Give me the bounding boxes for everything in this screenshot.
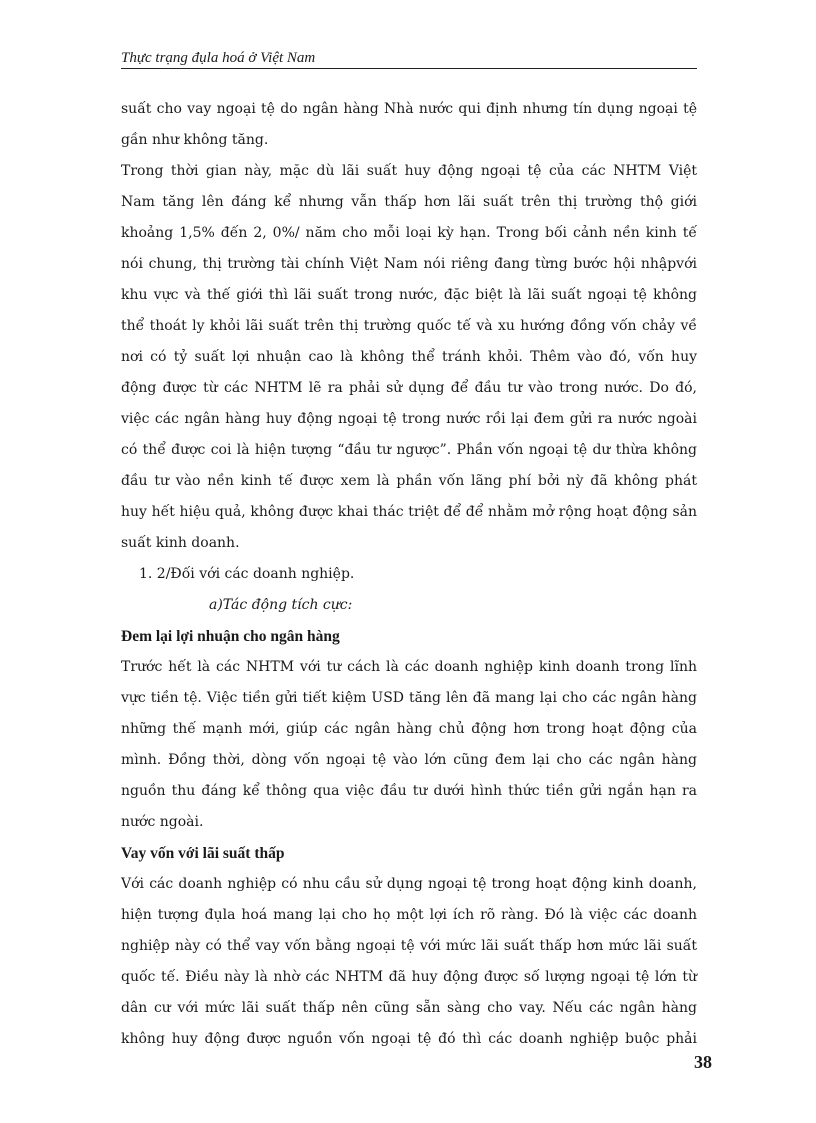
text-line: nguồn thu đáng kể thông qua việc đầu tư dưới hình thức tiền gửi ngắn hạn ra — [121, 783, 697, 799]
document-body — [121, 94, 697, 1055]
text-line: vực tiền tệ. Việc tiền gửi tiết kiệm USD tăng lên đã mang lại cho các ngân hàng — [121, 690, 697, 706]
text-line: nghiệp này có thể vay vốn bằng ngoại tệ với mức lãi suất thấp hơn mức lãi suất — [121, 938, 697, 954]
list-item: 1. 2/Đối với các doanh nghiệp. — [139, 566, 355, 582]
text-line: nơi có tỷ suất lợi nhuận cao là không thể tránh khỏi. Thêm vào đó, vốn huy — [121, 349, 697, 365]
page-number: 38 — [694, 1052, 712, 1072]
text-line: Với các doanh nghiệp có nhu cầu sử dụng ngoại tệ trong hoạt động kinh doanh, — [121, 876, 697, 892]
text-line: khu vực và thế giới thì lãi suất trong nước, đặc biệt là lãi suất ngoại tệ không — [121, 287, 697, 303]
page-header — [121, 48, 697, 69]
text-line: huy hết hiệu quả, không được khai thác triệt để để nhằm mở rộng hoạt động sản — [121, 504, 697, 520]
text-line: dân cư với mức lãi suất thấp nên cũng sẵn sàng cho vay. Nếu các ngân hàng — [121, 1000, 697, 1016]
text-line: Trước hết là các NHTM với tư cách là các doanh nghiệp kinh doanh trong lĩnh — [121, 659, 697, 675]
text-line: Nam tăng lên đáng kể nhưng vẫn thấp hơn lãi suất trên thị trường thộ giới — [121, 194, 697, 210]
subheading: a)Tác động tích cực: — [209, 597, 353, 613]
section-heading: Vay vốn với lãi suất thấp — [121, 845, 285, 862]
text-line: suất kinh doanh. — [121, 535, 240, 551]
text-line: đầu tư vào nền kinh tế được xem là phần vốn lãng phí bởi nỳ đã không phát — [121, 473, 697, 489]
text-line: suất cho vay ngoại tệ do ngân hàng Nhà nước qui định nhưng tín dụng ngoại tệ — [121, 101, 697, 117]
text-line: quốc tế. Điều này là nhờ các NHTM đã huy động được số lượng ngoại tệ lớn từ — [121, 969, 697, 985]
text-line: gần như không tăng. — [121, 132, 269, 148]
text-line: thể thoát ly khỏi lãi suất trên thị trường quốc tế và xu hướng đồng vốn chảy về — [121, 318, 697, 334]
header-title: Thực trạng đụla hoá ở Việt Nam — [121, 50, 316, 66]
text-line: không huy động được nguồn vốn ngoại tệ đó thì các doanh nghiệp buộc phải — [121, 1031, 697, 1047]
text-line: động được từ các NHTM lẽ ra phải sử dụng để đầu tư vào trong nước. Do đó, — [121, 380, 697, 396]
text-line: khoảng 1,5% đến 2, 0%/ năm cho mỗi loại kỳ hạn. Trong bối cảnh nền kinh tế — [121, 225, 697, 241]
text-line: nói chung, thị trường tài chính Việt Nam nói riêng đang từng bước hội nhậpvới — [121, 256, 697, 272]
text-line: những thế mạnh mới, giúp các ngân hàng chủ động hơn trong hoạt động của — [121, 721, 697, 737]
section-heading: Đem lại lợi nhuận cho ngân hàng — [121, 628, 340, 645]
text-line: có thể được coi là hiện tượng “đầu tư ngược”. Phần vốn ngoại tệ dư thừa không — [121, 442, 697, 458]
text-line: mình. Đồng thời, dòng vốn ngoại tệ vào lớn cũng đem lại cho các ngân hàng — [121, 752, 697, 768]
text-line: hiện tượng đụla hoá mang lại cho họ một lợi ích rõ ràng. Đó là việc các doanh — [121, 907, 697, 923]
text-line: Trong thời gian này, mặc dù lãi suất huy động ngoại tệ của các NHTM Việt — [121, 163, 697, 179]
text-line: nước ngoài. — [121, 814, 204, 830]
text-line: việc các ngân hàng huy động ngoại tệ trong nước rồi lại đem gửi ra nước ngoài — [121, 411, 697, 427]
